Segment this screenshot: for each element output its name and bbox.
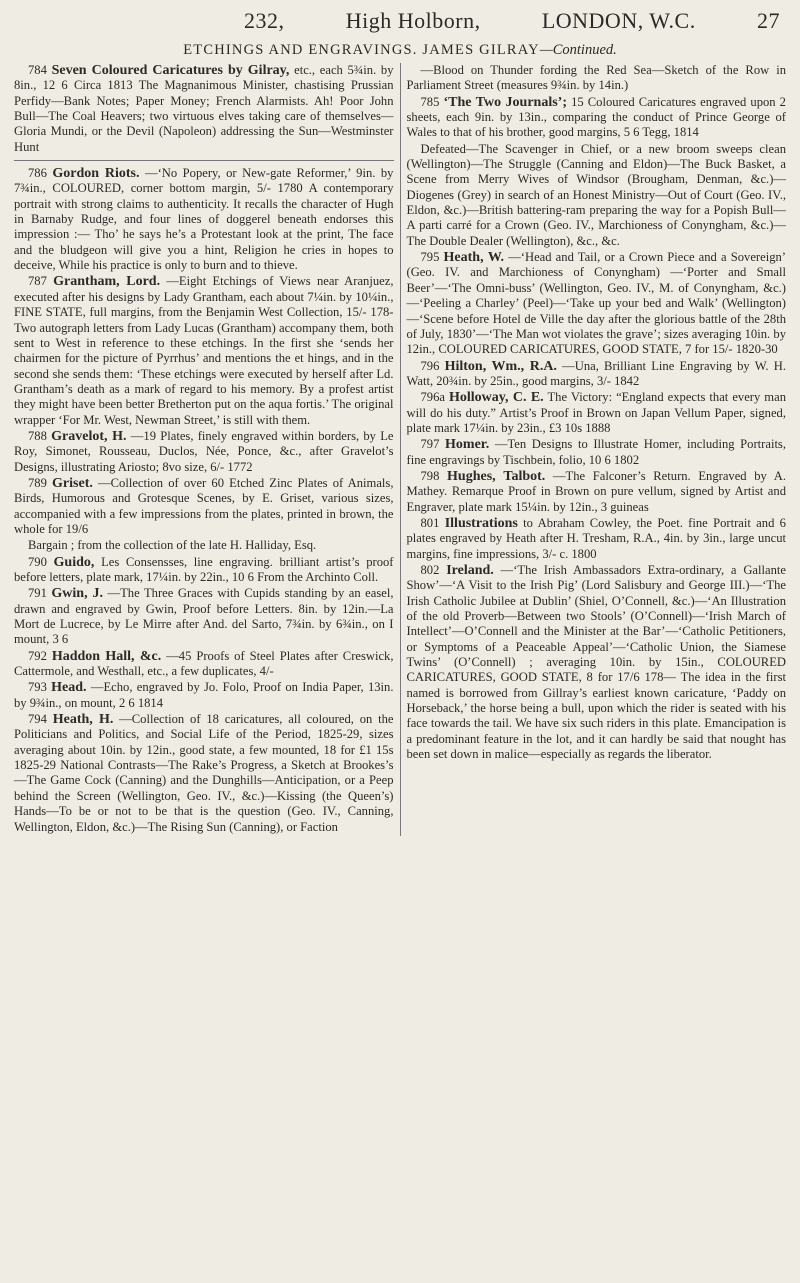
entry-title: Gordon Riots. [52,166,140,182]
entry-number: 791 [28,586,47,601]
entry-title: Haddon Hall, &c. [51,648,162,664]
entry-description: —The Three Graces with Cupids standing by an easel, drawn and engraved by Gwin, Proof before Letters. 8in. by 12in.—La Mort de Lucrece, by Le Mirre after And. del Sarto, 7¾in. by 6¾in., on I mount, 3 6 [14,586,394,647]
entry-number: 796 [420,358,440,373]
catalogue-entry [14,649,394,680]
entry-description: —Eight Etchings of Views near Aranjuez, executed after his designs by Lady Grantham, each about 7¼in. by 10¼in., FINE STATE, full margins, from the Benjamin West Collection, 15/- 178- Two autograph letters from Lady Lucas (Grantham) accompany them, both sent to West in reference to these etchings. In the first she ‘sends her chairmen for the picture of Pyrrhus’ and mentions the et hings, and in the second she sends them: ‘These etchings were executed by herself after Ld. Grantham’s death as a mark of regard to his memory. By a profest artist they might have been better Bretherton put on the aqua fortis.’ The original wrapper ‘For Mr. West, Newman Street,’ is still with them. [14,274,394,427]
section-heading [14,42,786,59]
section-title: ETCHINGS AND ENGRAVINGS. [183,42,418,58]
entry-title: Hilton, Wm., R.A. [444,358,557,374]
right-column [401,63,787,836]
entry-description: The Victory: “England expects that every man will do his duty.” Artist’s Proof in Brown on Japan Vellum Paper, signed, plate mark 17¼in. by 23in., £3 10s 1888 [406,390,786,435]
catalogue-entry [14,712,394,835]
catalogue-entry [407,250,787,357]
catalogue-entry [407,469,787,515]
street-name: High Holborn, [345,8,481,33]
entry-description: —19 Plates, finely engraved within borders, by Le Roy, Simonet, Rousseau, Duclos, Née, Ponce, &c., after Gravelot’s Designs, illustrating Ariosto; 8vo size, 6/- 1772 [14,428,394,474]
entry-number: 797 [420,437,440,452]
entry-title: Hughes, Talbot. [447,468,546,484]
entry-description: —‘Head and Tail, or a Crown Piece and a Sovereign’ (Geo. IV. and Marchioness of Conyngham) —‘Porter and Small Beer’—‘The Omni-buss’ (Wellington, Geo. IV., M. of Conyngham, &c.)—‘Peeling a Charley’ (Peel)—‘Take up your bed and Walk’ (Wellington)—‘Scene before Hotel de Ville the day after the glorious battle of the 28th of July, 1830’—‘The Man wot violates the grave’; sizes averaging 10in. by 12in., COLOURED CARICATURES, GOOD STATE, 7 for 15/- 1820-30 [406,250,786,357]
catalogue-entry [407,390,787,436]
entry-description: 15 Coloured Caricatures engraved upon 2 sheets, each 9in. by 13in., comparing the conduct of Prince George of Wales to that of his brother, good margins, 5 6 Tegg, 1814 [406,94,786,140]
catalogue-entry [14,586,394,647]
entry-description: —45 Proofs of Steel Plates after Creswick, Cattermole, and Westhall, etc., a few duplicates, 4/- [14,648,394,679]
entry-description: —‘No Popery, or New-gate Reformer,’ 9in. by 7¾in., COLOURED, corner bottom margin, 5/- 1780 A contemporary portrait with strong claims to authenticity. It recalls the character of Hugh in Barnaby Rudge, and four lines of doggerel beneath endorses this impression :— Tho’ he says he’s a Protestant look at the print, The face and the bludgeon will give you a hint, Religion he cries in hopes to deceive, While his practice is only to burn and to thieve. [14,166,394,273]
entry-number: 802 [420,563,440,577]
entry-description: —Ten Designs to Illustrate Homer, including Portraits, fine engravings by Tischbein, folio, 10 6 1802 [406,437,786,467]
catalogue-entry [407,563,787,762]
catalogue-entry [14,555,394,586]
entry-description: —Blood on Thunder fording the Red Sea—Sketch of the Row in Parliament Street (measures 9¾in. by 14in.) [406,63,786,93]
section-publisher: JAMES GILRAY [422,42,540,58]
catalogue-entry [407,516,787,562]
entry-title: Grantham, Lord. [53,274,161,290]
catalogue-entry [407,63,787,94]
catalogue-entry [14,680,394,711]
entry-title: Heath, W. [443,250,505,266]
catalogue-entry [14,429,394,475]
entry-description: —Collection of over 60 Etched Zinc Plates of Animals, Birds, Humorous and Grotesque Scenes, by E. Griset, various sizes, accompanied with a few impressions from the plates, printed in brown, the whole for 19/6 [14,475,394,536]
entry-number: 792 [28,648,47,663]
entry-description: Defeated—The Scavenger in Chief, or a new broom sweeps clean (Wellington)—The Struggle (Canning and Eldon)—The Buck Basket, a Scene from Merry Wives of Windsor (Brougham, Denman, &c.)—Diogenes (Grey) in search of an Honest Ministry—Out of Court (Geo. IV., Eldon, &c.)—British battering-ram preparing the way for a Popish Bull—A parti carré for a Crown (Geo. IV., Marchioness of Conyngham, &c.)—The Double Dealer (Wellington), &c., &c. [406,141,786,248]
entry-number: 793 [28,680,47,695]
left-column [14,63,401,836]
entry-title: Guido, [53,554,95,570]
entry-number: 785 [420,94,440,109]
entry-number: 786 [28,166,47,181]
entry-title: Gravelot, H. [51,428,127,444]
entry-divider [14,160,394,161]
catalogue-entry [14,63,394,155]
page-prefix: 232, [244,8,285,33]
entry-number: 796a [420,390,445,405]
catalogue-columns [14,63,786,836]
entry-number: 795 [420,250,440,265]
entry-number: 788 [28,428,47,443]
catalogue-entry [407,437,787,468]
entry-number: 801 [420,515,440,530]
city-name: LONDON, W.C. [541,8,696,33]
catalogue-entry [14,476,394,537]
section-continued: —Continued. [539,42,617,58]
catalogue-entry [407,142,787,249]
entry-title: Gwin, J. [51,586,103,602]
entry-description: etc., each 5¾in. by 8in., 12 6 Circa 1813 The Magnanimous Minister, chastising Prussian Perfidy—Bank Notes; Paper Money; French Alarmists. Ah! Poor John Bull—The Coal Heavers; two virtuous elves taking care of themselves—Gloria Mundi, or the Devil (Napoleon) addressing the Sun—Westminster Hunt [14,63,394,154]
entry-description: —Echo, engraved by Jo. Folo, Proof on India Paper, 13in. by 9¾in., on mount, 2 6 1814 [14,680,394,710]
entry-number: 787 [28,274,47,289]
entry-title: Head. [51,680,87,696]
entry-number: 798 [420,468,440,483]
entry-number: 794 [28,712,47,727]
entry-title: Heath, H. [52,712,114,728]
entry-description: —Una, Brilliant Line Engraving by W. H. Watt, 20¾in. by 25in., good margins, 3/- 1842 [406,358,787,388]
page-number: 27 [756,8,780,33]
entry-description: —Collection of 18 caricatures, all coloured, on the Politicians and Politics, and Social Life of the Period, 1825-29, sizes averaging about 10in. by 12in., good state, a few mounted, 18 for £1 15s 1825-29 National Contrasts—The Rake’s Progress, a Sketch at Brookes’s—The Game Cock (Canning) and the Dunghills—Anticipation, or a Peep behind the Screen (Wellington, Geo. IV., &c.)—Kissing (the Queen’s) Hands—To be or not to be that is the question (Geo. IV., Canning, Wellington, Eldon, &c.)—The Rising Sun (Canning), or Faction [14,712,394,834]
entry-title: Ireland. [446,563,494,578]
entry-title: Illustrations [444,515,518,531]
entry-description: to Abraham Cowley, the Poet. fine Portrait and 6 plates engraved by Heath after H. Tresham, R.A., 4in. by 3in., large uncut margins, fine impressions, 3/- c. 1800 [406,515,786,561]
catalogue-entry [407,359,787,390]
entry-title: Griset. [52,475,93,491]
entry-title: Seven Coloured Caricatures by Gilray, [51,63,290,78]
catalogue-entry [14,538,394,553]
entry-description: —‘The Irish Ambassadors Extra-ordinary, a Gallante Show’—‘A Visit to the Irish Pig’ (Lord Salisbury and George III.)—‘The Irish Catholic Jubilee at Dublin’ (Shiel, O’Connell, &c.)—‘An Illustration of the old Proverb—Between two Stools’ (O’Connell)—‘Irish March of Intellect’—O’Connell and the Minister at the Bar’—‘Catholic Petitioners, or Symptoms of a Peaceable Appeal’—‘Catholic Union, the Siamese Twins’ (O’Connell) ; averaging 10in. by 15in., COLOURED CARICATURES, GOOD STATE, 8 for 17/6 178— The idea in the first named is borrowed from Gillray’s earliest known caricature, ‘Paddy on Horseback,’ the horse being a bull, upon which the rider is seated with his face towards the tail. We have six such riders in this plate. Emancipation is a predominant feature in the lot, and it can hardly be said that nought has been set down in malice—especially as regards the liberator. [406,563,786,762]
catalogue-entry [14,274,394,427]
entry-description: Bargain ; from the collection of the late H. Halliday, Esq. [28,538,317,553]
entry-number: 789 [28,475,47,490]
catalogue-entry [407,95,787,141]
entry-description: —The Falconer’s Return. Engraved by A. Mathey. Remarque Proof in Brown on pure vellum, signed by Artist and Engraver, plate mark 15¼in. by 12in., 3 guineas [406,468,786,514]
entry-description: Les Consensses, line engraving. brilliant artist’s proof before letters, plate mark, 17¼in. by 22in., 10 6 From the Archinto Coll. [14,554,394,584]
entry-title: ‘The Two Journals’; [443,94,567,110]
entry-number: 790 [28,554,47,569]
running-head [14,8,786,42]
entry-title: Holloway, C. E. [449,390,544,406]
entry-title: Homer. [445,437,490,453]
catalogue-entry [14,166,394,273]
entry-number: 784 [28,63,47,77]
